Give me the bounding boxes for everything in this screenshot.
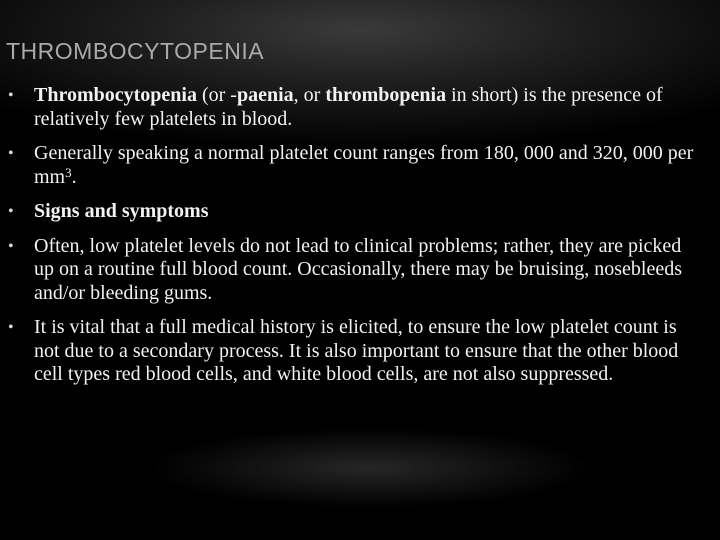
slide-title: THROMBOCYTOPENIA <box>6 38 265 64</box>
bullet-icon: • <box>8 145 14 162</box>
bullet-text: Generally speaking a normal platelet count ranges from 180, 000 and 320, 000 per mm <box>34 142 694 188</box>
bullet-text: Often, low platelet levels do not lead to clinical problems; rather, they are picked up on a routine full blood count. Occasionally, there may be bruising, nosebleeds and/or bleeding gums. <box>34 234 682 304</box>
superscript: 3 <box>65 164 72 180</box>
bullet-icon: • <box>8 237 14 255</box>
bullet-icon: • <box>8 87 14 104</box>
bullet-icon: • <box>8 203 14 220</box>
section-heading: Signs and symptoms <box>34 200 209 222</box>
term-thrombocytopenia: Thrombocytopenia <box>34 84 197 106</box>
bullet-text: , or <box>293 84 326 106</box>
bullet-text: It is vital that a full medical history is elicited, to ensure the low platelet count is not due to a secondary process. It is also important to ensure that the other blood cell types red blood cells, and white blood cells, are not also suppressed. <box>34 316 679 385</box>
bullet-item <box>8 142 698 189</box>
term-thrombopenia: thrombopenia <box>325 84 447 106</box>
bullet-text: in short) is the presence of relatively few platelets in blood. <box>34 84 663 130</box>
bullet-list <box>8 84 698 398</box>
bullet-item <box>8 316 698 387</box>
bullet-item <box>8 200 698 224</box>
bullet-text: (or - <box>196 84 237 106</box>
bullet-icon: • <box>8 319 14 336</box>
bullet-suffix: . <box>71 165 77 188</box>
bullet-item <box>8 84 698 131</box>
bullet-item <box>8 235 698 306</box>
term-paenia: paenia <box>236 84 294 106</box>
